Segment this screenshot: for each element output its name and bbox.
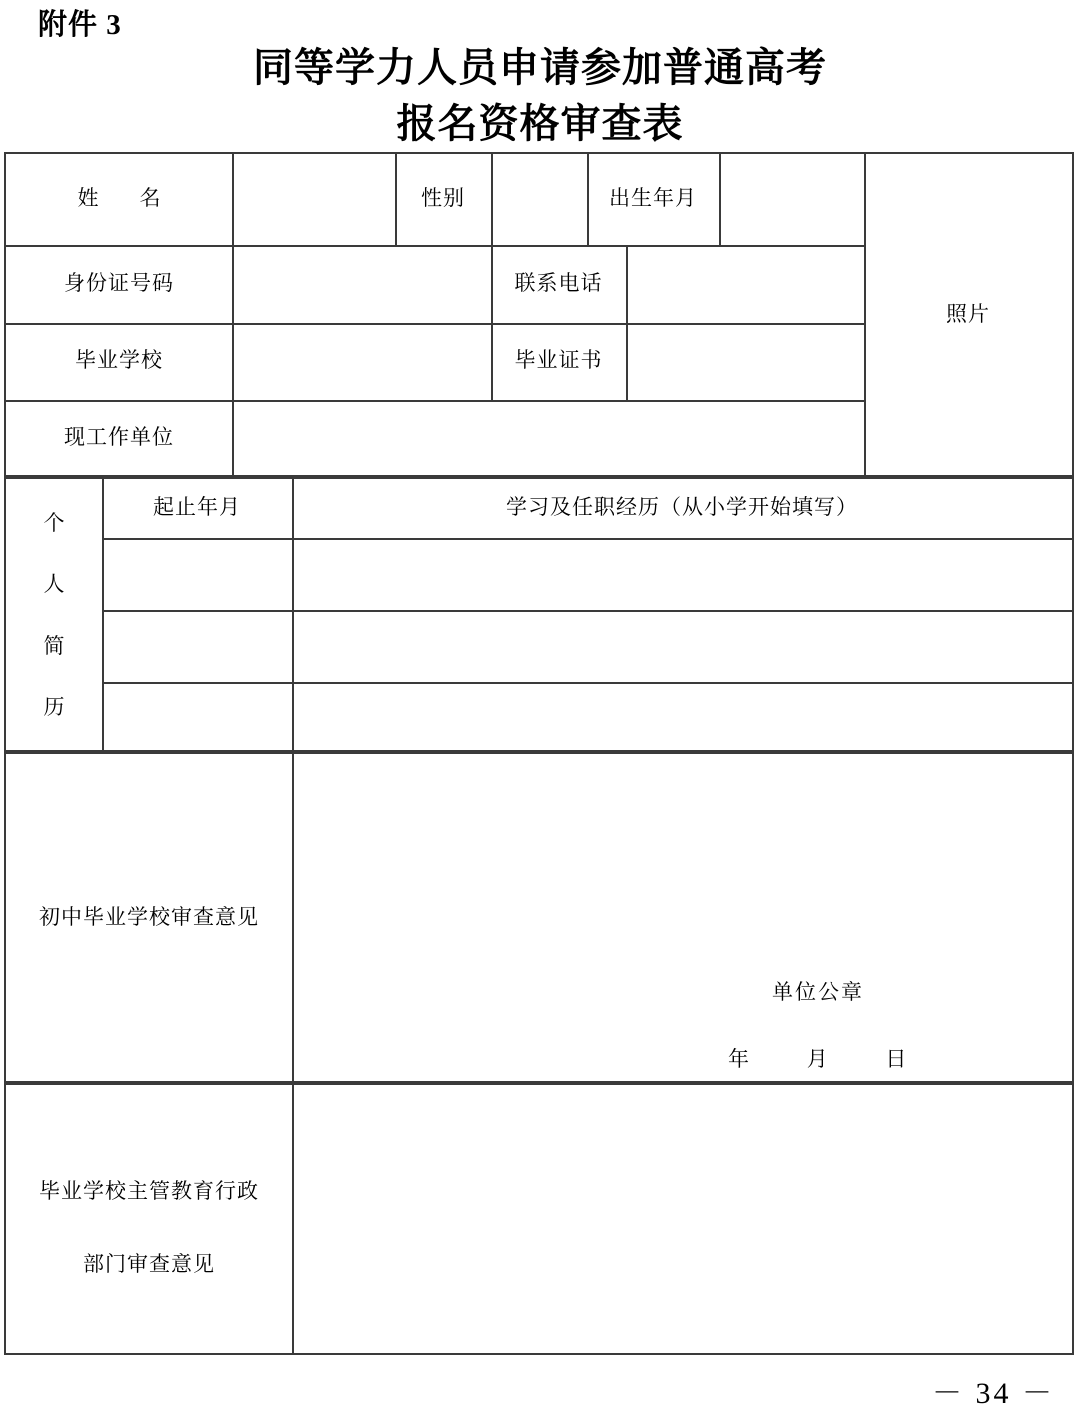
- review-section-middle-school: [4, 752, 1074, 1083]
- review-2-label: [6, 1181, 292, 1275]
- label-birth-date: 出生年月: [609, 187, 697, 211]
- label-phone: 联系电话: [514, 271, 603, 295]
- review-1-date-line: [728, 1043, 906, 1073]
- info-table: [4, 152, 1074, 477]
- field-birth-date-value[interactable]: [721, 156, 862, 243]
- label-graduation-school: 毕业学校: [75, 349, 163, 373]
- field-id-number-value[interactable]: [234, 247, 489, 321]
- resume-header-period: 起止年月: [153, 496, 241, 520]
- title-line-2: 报名资格审查表: [396, 101, 684, 146]
- resume-row-1-period[interactable]: [104, 540, 290, 608]
- field-gender-value[interactable]: [493, 156, 585, 243]
- label-id-number: 身份证号码: [64, 271, 174, 295]
- label-current-employer: 现工作单位: [64, 426, 174, 450]
- review-1-stamp-label: 单位公章: [772, 981, 864, 1004]
- resume-side-char-3: 简: [43, 634, 65, 658]
- field-name-value[interactable]: [234, 156, 393, 243]
- review-1-label: 初中毕业学校审查意见: [39, 906, 259, 930]
- review-2-label-line-2: 部门审查意见: [83, 1253, 215, 1276]
- field-diploma-value[interactable]: [628, 325, 862, 398]
- review-2-label-line-1: 毕业学校主管教育行政: [39, 1180, 259, 1203]
- field-current-employer-value[interactable]: [234, 402, 862, 475]
- field-phone-value[interactable]: [628, 247, 862, 321]
- page-title: [0, 40, 1080, 152]
- resume-row-1-experience[interactable]: [294, 540, 1070, 608]
- resume-side-char-1: 个: [43, 512, 65, 536]
- review-1-date-day: 日: [885, 1048, 907, 1071]
- resume-row-3-experience[interactable]: [294, 684, 1070, 750]
- title-line-1: 同等学力人员申请参加普通高考: [253, 45, 827, 90]
- review-1-date-month: 月: [806, 1048, 828, 1071]
- review-1-date-year: 年: [728, 1048, 749, 1071]
- label-diploma: 毕业证书: [514, 349, 603, 373]
- resume-header-experience: 学习及任职经历（从小学开始填写）: [506, 496, 858, 520]
- resume-row-2-period[interactable]: [104, 612, 290, 680]
- resume-side-char-4: 历: [43, 695, 65, 719]
- resume-table: [4, 477, 1074, 752]
- resume-row-3-period[interactable]: [104, 684, 290, 750]
- field-graduation-school-value[interactable]: [234, 325, 489, 398]
- photo-placeholder[interactable]: 照片: [946, 303, 990, 327]
- page-number: － 34 －: [932, 1377, 1055, 1410]
- attachment-label: 附件 3: [38, 9, 122, 41]
- label-name: 姓 名: [77, 187, 171, 211]
- resume-side-label: [6, 493, 102, 738]
- label-gender: 性别: [421, 187, 465, 211]
- resume-row-2-experience[interactable]: [294, 612, 1070, 680]
- resume-side-char-2: 人: [43, 573, 65, 597]
- review-1-content[interactable]: [294, 756, 1072, 1081]
- review-section-education-authority: [4, 1083, 1074, 1355]
- review-2-content[interactable]: [294, 1087, 1072, 1353]
